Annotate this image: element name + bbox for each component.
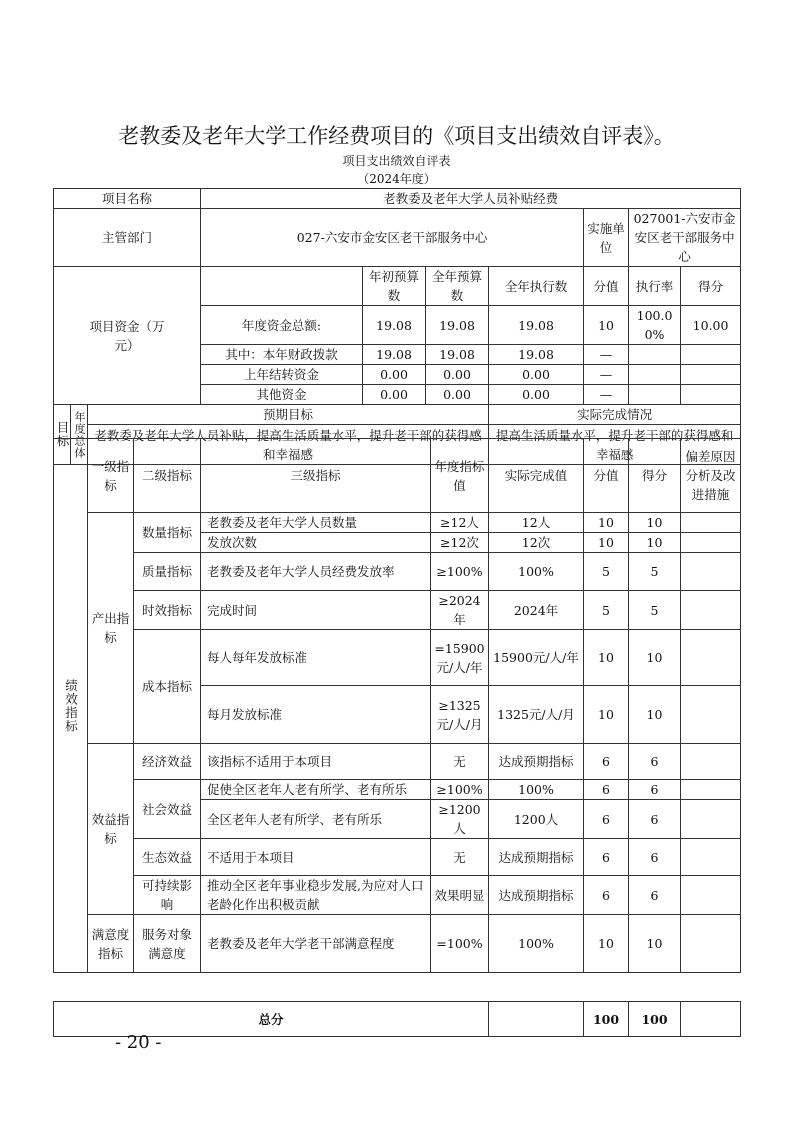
funds-table — [53, 188, 741, 465]
level3-indicator: 促使全区老年人老有所学、老有所乐 — [201, 780, 431, 800]
indicator-row — [54, 876, 741, 915]
target-value: ≥2024年 — [431, 591, 489, 630]
col-header: 全年执行数 — [489, 267, 584, 306]
actual-value: 15900元/人/年 — [489, 630, 584, 686]
target-value: ≥1325元/人/月 — [431, 686, 489, 744]
score-value: 10 — [584, 630, 629, 686]
actual-value: 1200人 — [489, 800, 584, 839]
col-header: 一级指标 — [88, 439, 134, 513]
dept-label: 主管部门 — [54, 209, 201, 267]
level3-indicator: 不适用于本项目 — [201, 839, 431, 876]
target-value: =100% — [431, 915, 489, 973]
score: 6 — [629, 800, 681, 839]
actual-value: 达成预期指标 — [489, 839, 584, 876]
score-value: 6 — [584, 780, 629, 800]
level3-indicator: 推动全区老年事业稳步发展,为应对人口老龄化作出积极贡献 — [201, 876, 431, 915]
level3-indicator: 全区老年人老有所学、老有所乐 — [201, 800, 431, 839]
deviation-analysis — [681, 800, 741, 839]
actual-value: 2024年 — [489, 591, 584, 630]
level3-indicator: 老教委及老年大学人员经费发放率 — [201, 553, 431, 591]
col-header: 得分 — [629, 439, 681, 513]
score: 6 — [629, 876, 681, 915]
total-label: 总分 — [54, 1002, 489, 1037]
target-value: 无 — [431, 839, 489, 876]
deviation-analysis — [681, 533, 741, 553]
doc-subtitle: 项目支出绩效自评表 — [342, 154, 451, 168]
score: 10 — [629, 915, 681, 973]
score: 10 — [629, 533, 681, 553]
col-header: 分值 — [584, 267, 629, 306]
doc-title: 老教委及老年大学工作经费项目的《项目支出绩效自评表》。 — [118, 124, 675, 148]
col-header: 实际完成值 — [489, 439, 584, 513]
level3-indicator: 该指标不适用于本项目 — [201, 744, 431, 780]
score: 5 — [629, 591, 681, 630]
score: 5 — [629, 553, 681, 591]
col-header: 三级指标 — [201, 439, 431, 513]
score-value: 6 — [584, 744, 629, 780]
level2-indicator: 服务对象满意度 — [134, 915, 201, 973]
col-header: 执行率 — [629, 267, 681, 306]
actual-value: 达成预期指标 — [489, 876, 584, 915]
score: 6 — [629, 780, 681, 800]
total-value: 100 — [584, 1002, 629, 1037]
col-header: 二级指标 — [134, 439, 201, 513]
level1-indicator: 满意度指标 — [88, 915, 134, 973]
expected-goal: 老教委及老年大学人员补贴，提高生活质量水平，提升老干部的获得感和幸福感 — [88, 425, 489, 465]
deviation-analysis — [681, 839, 741, 876]
score-value: 10 — [584, 513, 629, 533]
score-value: 5 — [584, 553, 629, 591]
actual-value: 1325元/人/月 — [489, 686, 584, 744]
target-value: ≥12人 — [431, 513, 489, 533]
col-header: 偏差原因分析及改进措施 — [681, 439, 741, 513]
level2-indicator: 可持续影响 — [134, 876, 201, 915]
level2-indicator: 生态效益 — [134, 839, 201, 876]
indicator-row — [54, 553, 741, 591]
impl-label: 实施单位 — [584, 209, 629, 267]
goals-label: 目标 — [54, 405, 71, 465]
score: 6 — [629, 744, 681, 780]
level3-indicator: 每月发放标准 — [201, 686, 431, 744]
target-value: ≥100% — [431, 553, 489, 591]
fund-row: 年度资金总额: 19.08 19.08 19.08 10 100.00% 10.00 — [54, 306, 741, 345]
total-score: 100 — [629, 1002, 681, 1037]
indicators-table — [53, 438, 741, 973]
level2-indicator: 经济效益 — [134, 744, 201, 780]
indicator-row — [54, 915, 741, 973]
deviation-analysis — [681, 876, 741, 915]
indicator-row — [54, 513, 741, 533]
funds-label: 项目资金（万元） — [54, 267, 201, 405]
actual-value: 100% — [489, 915, 584, 973]
level2-indicator: 数量指标 — [134, 513, 201, 553]
indicator-row — [54, 780, 741, 800]
actual-value: 12人 — [489, 513, 584, 533]
col-header: 得分 — [681, 267, 741, 306]
col-header: 分值 — [584, 439, 629, 513]
deviation-analysis — [681, 686, 741, 744]
indicator-row — [54, 591, 741, 630]
target-value: ≥12次 — [431, 533, 489, 553]
deviation-analysis — [681, 630, 741, 686]
doc-year: （2024年度） — [357, 172, 436, 186]
score-value: 6 — [584, 876, 629, 915]
target-value: ≥1200人 — [431, 800, 489, 839]
score-value: 6 — [584, 839, 629, 876]
actual-value: 达成预期指标 — [489, 744, 584, 780]
score-value: 10 — [584, 686, 629, 744]
score-value: 10 — [584, 533, 629, 553]
impl-value: 027001-六安市金安区老干部服务中心 — [629, 209, 741, 267]
indicator-row — [54, 839, 741, 876]
deviation-analysis — [681, 915, 741, 973]
indicator-row — [54, 630, 741, 686]
fund-row: 上年结转资金 0.00 0.00 0.00 — — [54, 365, 741, 385]
actual-value: 12次 — [489, 533, 584, 553]
goals-sublabel: 年度总体 — [71, 405, 88, 465]
project-name-label: 项目名称 — [54, 189, 201, 209]
actual-value: 100% — [489, 553, 584, 591]
target-value: 效果明显 — [431, 876, 489, 915]
target-value: =15900元/人/年 — [431, 630, 489, 686]
score: 10 — [629, 686, 681, 744]
level2-indicator: 时效指标 — [134, 591, 201, 630]
level1-indicator: 产出指标 — [88, 513, 134, 744]
deviation-analysis — [681, 513, 741, 533]
actual-goal: 提高生活质量水平，提升老干部的获得感和幸福感 — [489, 425, 741, 465]
deviation-analysis — [681, 780, 741, 800]
expected-goal-label: 预期目标 — [88, 405, 489, 425]
score-value: 5 — [584, 591, 629, 630]
level2-indicator: 质量指标 — [134, 553, 201, 591]
indicator-row — [54, 744, 741, 780]
actual-value: 100% — [489, 780, 584, 800]
page-number: - 20 - — [115, 1032, 162, 1053]
deviation-analysis — [681, 553, 741, 591]
level2-indicator: 成本指标 — [134, 630, 201, 744]
score: 6 — [629, 839, 681, 876]
level1-indicator: 效益指标 — [88, 744, 134, 915]
col-header: 全年预算数 — [426, 267, 489, 306]
level3-indicator: 发放次数 — [201, 533, 431, 553]
indicators-label: 绩效指标 — [54, 439, 88, 973]
col-header: 年度指标值 — [431, 439, 489, 513]
target-value: 无 — [431, 744, 489, 780]
level3-indicator: 完成时间 — [201, 591, 431, 630]
deviation-analysis — [681, 591, 741, 630]
target-value: ≥100% — [431, 780, 489, 800]
actual-goal-label: 实际完成情况 — [489, 405, 741, 425]
project-name-value: 老教委及老年大学人员补贴经费 — [201, 189, 741, 209]
dept-value: 027-六安市金安区老干部服务中心 — [201, 209, 584, 267]
score: 10 — [629, 513, 681, 533]
score: 10 — [629, 630, 681, 686]
fund-row: 其中：本年财政拨款 19.08 19.08 19.08 — — [54, 345, 741, 365]
deviation-analysis — [681, 744, 741, 780]
fund-row: 其他资金 0.00 0.00 0.00 — — [54, 385, 741, 405]
level3-indicator: 老教委及老年大学老干部满意程度 — [201, 915, 431, 973]
level3-indicator: 每人每年发放标准 — [201, 630, 431, 686]
score-value: 6 — [584, 800, 629, 839]
col-header: 年初预算数 — [363, 267, 426, 306]
level2-indicator: 社会效益 — [134, 780, 201, 839]
score-value: 10 — [584, 915, 629, 973]
level3-indicator: 老教委及老年大学人员数量 — [201, 513, 431, 533]
